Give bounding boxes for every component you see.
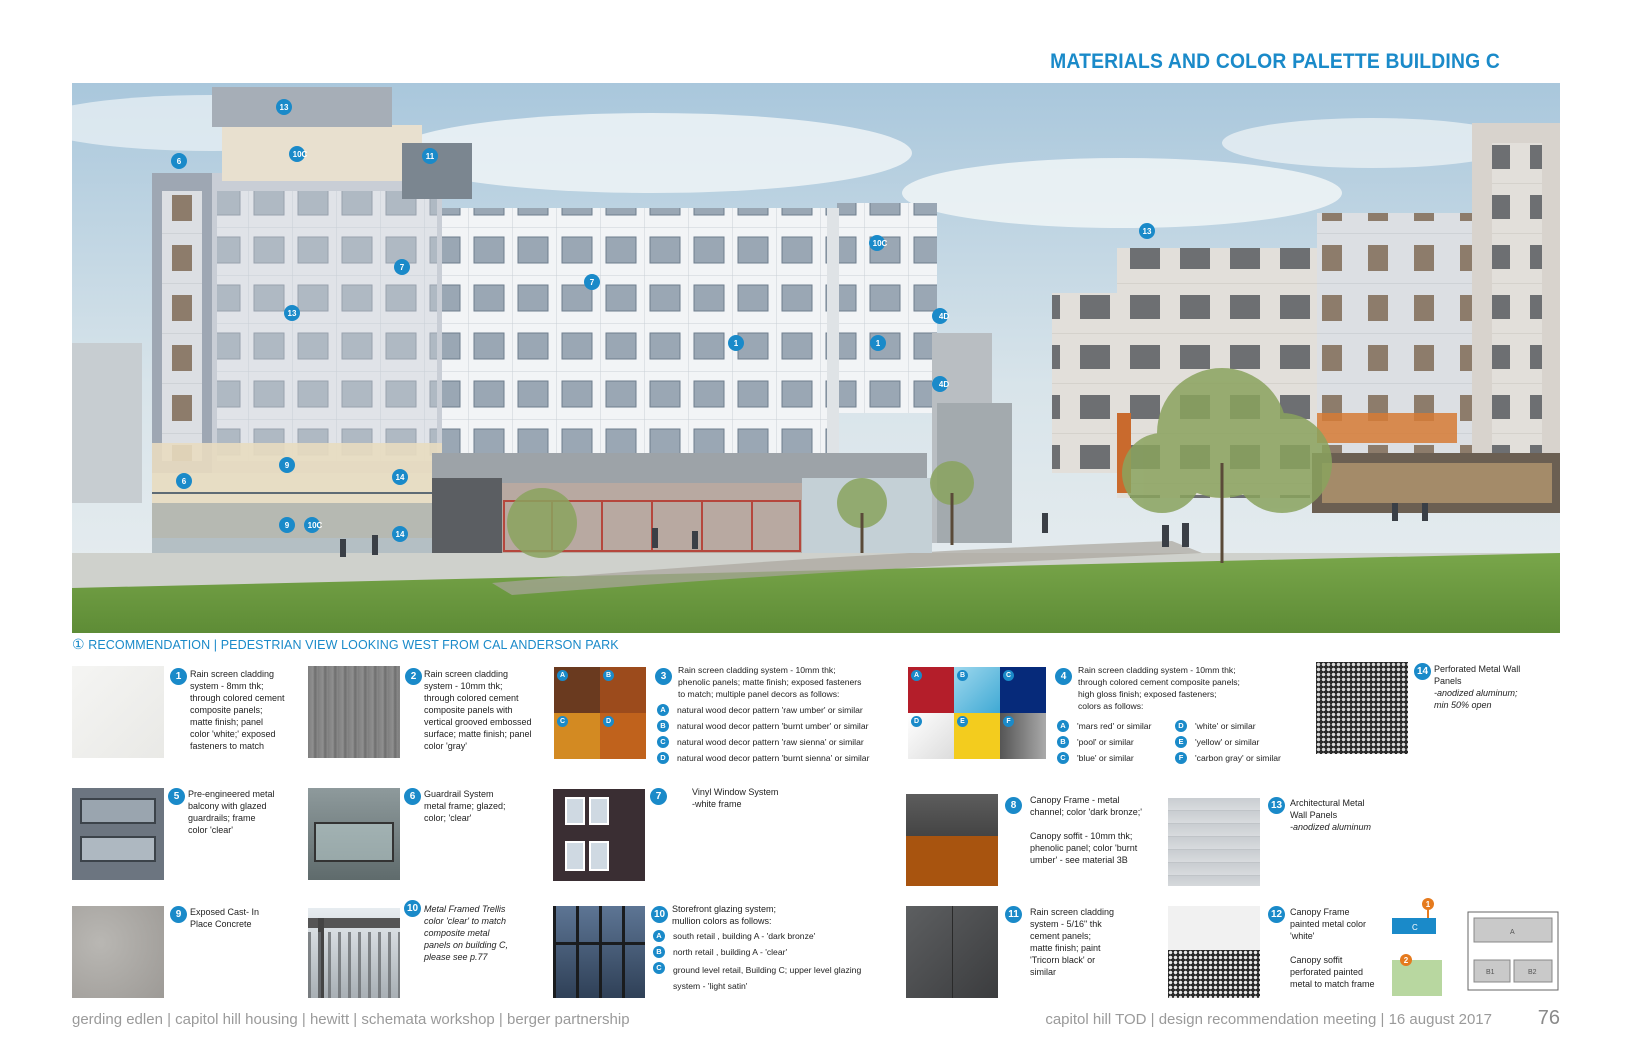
- hero-callout: [728, 335, 744, 351]
- svg-text:7: 7: [399, 263, 405, 272]
- material-badge: 7: [650, 788, 667, 805]
- svg-text:13: 13: [287, 309, 297, 318]
- site-key-map: [1392, 898, 1564, 998]
- svg-text:6: 6: [176, 157, 182, 166]
- hero-callout: [276, 99, 292, 115]
- svg-text:10C: 10C: [292, 150, 308, 159]
- caption-text: RECOMMENDATION | PEDESTRIAN VIEW LOOKING WEST FROM CAL ANDERSON PARK: [88, 638, 619, 652]
- rendering-illustration: [72, 83, 1560, 633]
- material-desc: Metal Framed Trellis color 'clear' to match composite metal panels on building C, please see p.77: [424, 904, 509, 962]
- svg-text:9: 9: [284, 521, 290, 530]
- hero-callout: [422, 148, 438, 164]
- hero-callout: [584, 274, 600, 290]
- swatch-canopy-white: [1168, 906, 1260, 998]
- svg-text:6: 6: [181, 477, 187, 486]
- material-desc: Guardrail System metal frame; glazed; color; 'clear': [424, 789, 506, 823]
- material-note: -anodized aluminum; min 50% open: [1434, 688, 1518, 710]
- option-row: D natural wood decor pattern 'burnt sienna' or similar: [657, 752, 869, 764]
- color-tile-e: E: [954, 713, 1000, 759]
- material-badge: 3: [655, 668, 672, 685]
- footer-credits: gerding edlen | capitol hill housing | hewitt | schemata workshop | berger partnership: [72, 1011, 630, 1028]
- svg-text:14: 14: [395, 530, 405, 539]
- svg-text:9: 9: [284, 461, 290, 470]
- wood-tile-a: A: [554, 667, 600, 713]
- material-badge: 11: [1005, 906, 1022, 923]
- material-desc: Exposed Cast- In Place Concrete: [190, 907, 260, 929]
- svg-text:1: 1: [875, 339, 881, 348]
- hero-callout: [279, 457, 295, 473]
- material-desc: Rain screen cladding system - 5/16" thk cement panels; matte finish; paint 'Tricorn black' or similar: [1030, 907, 1115, 977]
- key-map-label-b2: B2: [1528, 969, 1537, 976]
- svg-text:11: 11: [425, 152, 435, 161]
- material-desc: Vinyl Window System -white frame: [692, 787, 779, 809]
- svg-text:7: 7: [589, 278, 595, 287]
- option-row: B 'pool' or similar: [1057, 736, 1134, 748]
- swatch-canopy-frame: [906, 794, 998, 886]
- swatch-concrete: [72, 906, 164, 998]
- material-desc: Pre-engineered metal balcony with glazed guardrails; frame color 'clear': [188, 789, 275, 835]
- material-desc: Perforated Metal Wall Panels: [1434, 664, 1521, 686]
- hero-callout: [176, 473, 192, 489]
- svg-text:14: 14: [395, 473, 405, 482]
- option-row: F 'carbon gray' or similar: [1175, 752, 1281, 764]
- color-tile-d: D: [908, 713, 954, 759]
- key-map-label-a: A: [1510, 929, 1515, 936]
- material-badge: 1: [170, 668, 187, 685]
- svg-text:4D: 4D: [938, 380, 950, 389]
- material-badge: 5: [168, 788, 185, 805]
- swatch-perforated-metal: [1316, 662, 1408, 754]
- swatch-black-cement-panel: [906, 906, 998, 998]
- wood-tile-b: B: [600, 667, 646, 713]
- swatch-vinyl-window: [553, 789, 645, 881]
- footer-meeting-info: capitol hill TOD | design recommendation meeting | 16 august 2017: [1045, 1011, 1492, 1028]
- option-row: A south retail , building A - 'dark bronze': [653, 930, 815, 942]
- swatch-metal-balcony: [72, 788, 164, 880]
- hero-rendering: [72, 83, 1560, 633]
- material-desc: Rain screen cladding system - 8mm thk; through colored cement composite panels; matte finish; panel color 'white;' exposed fasteners to match: [190, 669, 285, 751]
- material-badge: 10: [404, 900, 421, 917]
- page-title: MATERIALS AND COLOR PALETTE BUILDING C: [1050, 50, 1500, 73]
- svg-text:4D: 4D: [938, 312, 950, 321]
- svg-text:10C: 10C: [307, 521, 323, 530]
- option-row: A natural wood decor pattern 'raw umber' or similar: [657, 704, 863, 716]
- material-badge: 8: [1005, 797, 1022, 814]
- material-desc: Canopy Frame painted metal color 'white' Canopy soffit perforated painted metal to match frame: [1290, 907, 1375, 989]
- svg-text:13: 13: [1142, 227, 1152, 236]
- material-desc: Rain screen cladding system - 10mm thk; through colored cement composite panels with vertical grooved embossed surface; matte finish; panel color 'gray': [424, 669, 532, 751]
- key-map-label-c: C: [1412, 923, 1418, 932]
- option-row: B north retail , building A - 'clear': [653, 946, 787, 958]
- material-badge: 9: [170, 906, 187, 923]
- material-badge: 4: [1055, 668, 1072, 685]
- hero-callout: [1139, 223, 1155, 239]
- hero-callout: [279, 517, 295, 533]
- color-tile-c: C: [1000, 667, 1046, 713]
- hero-callout: [171, 153, 187, 169]
- material-note: -anodized aluminum: [1290, 822, 1372, 832]
- wood-tile-c: C: [554, 713, 600, 759]
- option-row: B natural wood decor pattern 'burnt umber' or similar: [657, 720, 868, 732]
- swatch-wood-decors: [554, 667, 646, 759]
- material-badge: 13: [1268, 797, 1285, 814]
- svg-text:10C: 10C: [872, 239, 888, 248]
- view-caption: [72, 636, 619, 653]
- key-map-label-b1: B1: [1486, 969, 1495, 976]
- material-desc: Rain screen cladding system - 10mm thk; through colored cement composite panels; high gloss finish; exposed fasteners; colors as follows:: [1078, 665, 1240, 711]
- color-tile-a: A: [908, 667, 954, 713]
- hero-callout: [392, 469, 408, 485]
- caption-marker: ①: [72, 636, 85, 652]
- color-tile-f: F: [1000, 713, 1046, 759]
- material-badge: 14: [1414, 663, 1431, 680]
- swatch-grooved-gray-panel: [308, 666, 400, 758]
- option-row: C 'blue' or similar: [1057, 752, 1134, 764]
- wood-tile-d: D: [600, 713, 646, 759]
- swatch-white-panel: [72, 666, 164, 758]
- page-number: 76: [1537, 1007, 1560, 1029]
- hero-callout: [284, 305, 300, 321]
- key-map-marker-2: 2: [1403, 956, 1409, 965]
- material-desc: Canopy Frame - metal channel; color 'dark bronze;' Canopy soffit - 10mm thk; phenolic panel; color 'burnt umber' - see material 3B: [1030, 795, 1142, 865]
- material-badge: 2: [405, 668, 422, 685]
- option-row: C ground level retail, Building C; upper level glazing system - 'light satin': [653, 962, 861, 994]
- swatch-architectural-metal-panels: [1168, 798, 1260, 886]
- swatch-storefront-glazing: [553, 906, 645, 998]
- color-tile-b: B: [954, 667, 1000, 713]
- material-desc: Storefront glazing system; mullion colors as follows:: [672, 904, 777, 926]
- option-row: D 'white' or similar: [1175, 720, 1256, 732]
- option-row: C natural wood decor pattern 'raw sienna' or similar: [657, 736, 864, 748]
- swatch-metal-trellis: [308, 908, 400, 998]
- key-map-marker-1: 1: [1425, 900, 1431, 909]
- swatch-gloss-colors: [908, 667, 1046, 759]
- material-badge: 6: [404, 788, 421, 805]
- hero-callout: [870, 335, 886, 351]
- option-row: A 'mars red' or similar: [1057, 720, 1151, 732]
- material-desc: Architectural Metal Wall Panels: [1290, 798, 1365, 820]
- option-row: E 'yellow' or similar: [1175, 736, 1259, 748]
- swatch-guardrail: [308, 788, 400, 880]
- material-badge: 12: [1268, 906, 1285, 923]
- hero-callout: [392, 526, 408, 542]
- svg-text:1: 1: [733, 339, 739, 348]
- svg-text:13: 13: [279, 103, 289, 112]
- hero-callout: [394, 259, 410, 275]
- material-desc: Rain screen cladding system - 10mm thk; phenolic panels; matte finish; exposed fasteners to match; multiple panel decors as follows:: [678, 665, 862, 699]
- material-badge: 10: [651, 906, 668, 923]
